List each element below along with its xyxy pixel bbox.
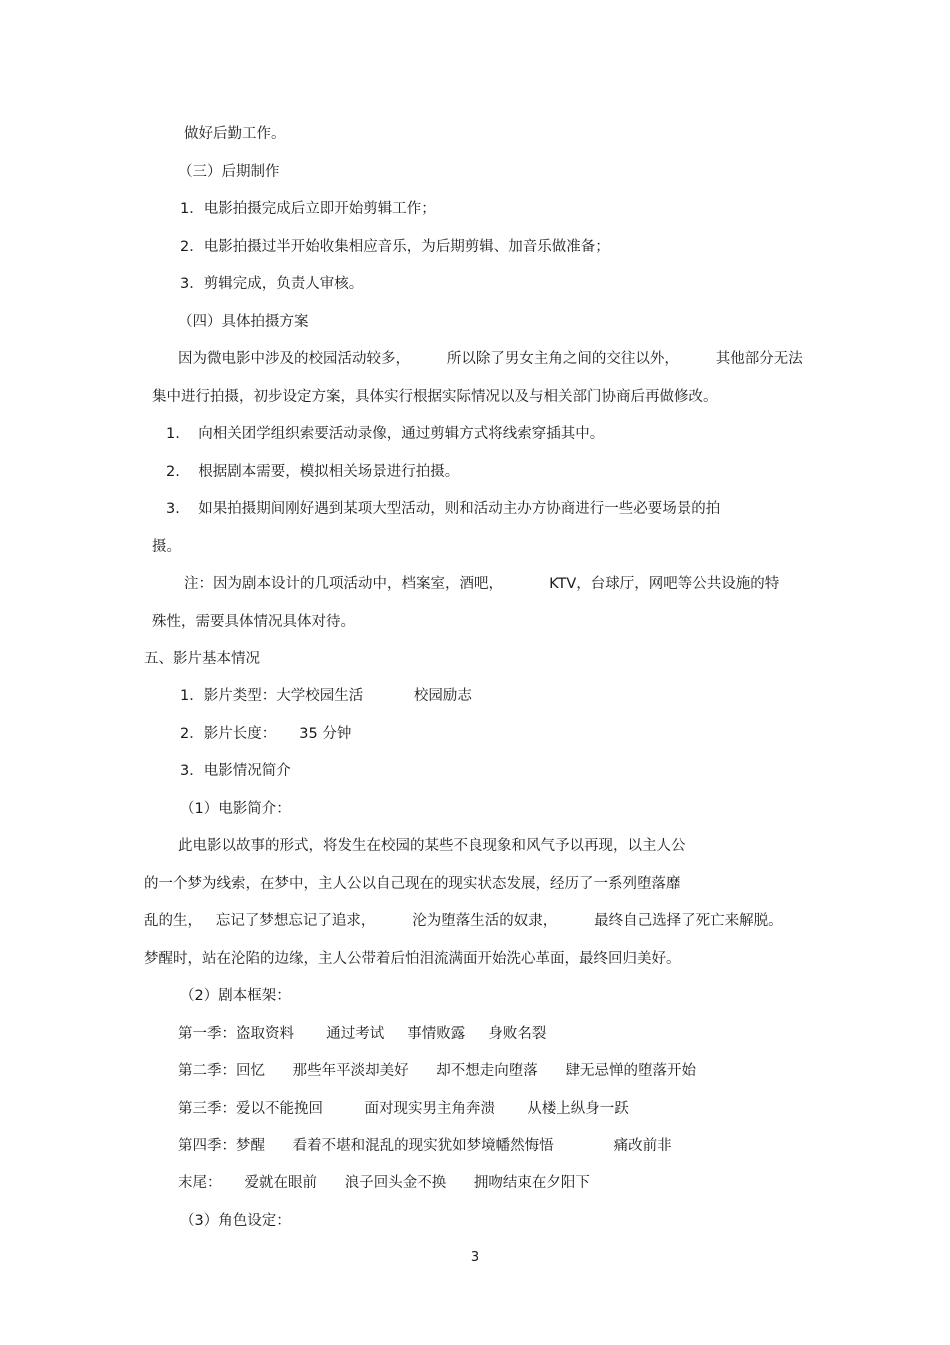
text-line: 做好后勤工作。 <box>184 126 286 142</box>
text-line: 的一个梦为线索，在梦中，主人公以自己现在的现实状态发展，经历了一系列堕落靡 <box>144 876 681 892</box>
list-item: 3. 如果拍摄期间刚好遇到某项大型活动，则和活动主办方协商进行一些必要场景的拍 <box>166 501 721 517</box>
subsection-heading: （1）电影简介： <box>180 801 291 817</box>
text-line: 因为微电影中涉及的校园活动较多， 所以除了男女主角之间的交往以外， 其他部分无法 <box>178 351 803 367</box>
section-heading: （三）后期制作 <box>178 164 280 180</box>
script-ending: 末尾： 爱就在眼前 浪子回头金不换 拥吻结束在夕阳下 <box>178 1175 590 1191</box>
text-line: 梦醒时，站在沦陷的边缘，主人公带着后怕泪流满面开始洗心革面，最终回归美好。 <box>144 951 681 967</box>
script-season: 第四季：梦醒 看着不堪和混乱的现实犹如梦境幡然悔悟 痛改前非 <box>178 1138 672 1154</box>
text-line: 此电影以故事的形式，将发生在校园的某些不良现象和风气予以再现，以主人公 <box>178 838 686 854</box>
list-item: 1. 向相关团学组织索要活动录像，通过剪辑方式将线索穿插其中。 <box>166 426 605 442</box>
text-line: 集中进行拍摄，初步设定方案，具体实行根据实际情况以及与相关部门协商后再做修改。 <box>152 389 718 405</box>
script-season: 第一季：盗取资料 通过考试 事情败露 身败名裂 <box>178 1026 547 1042</box>
list-item: 2．影片长度： 35 分钟 <box>180 726 352 742</box>
text-line: 乱的生， 忘记了梦想忘记了追求， 沦为堕落生活的奴隶， 最终自己选择了死亡来解脱。 <box>144 913 783 929</box>
section-heading: 五、影片基本情况 <box>144 651 260 667</box>
section-heading: （四）具体拍摄方案 <box>178 314 309 330</box>
subsection-heading: （2）剧本框架： <box>180 988 291 1004</box>
script-season: 第二季：回忆 那些年平淡却美好 却不想走向堕落 肆无忌惮的堕落开始 <box>178 1063 696 1079</box>
list-item: 2．电影拍摄过半开始收集相应音乐，为后期剪辑、加音乐做准备； <box>180 239 610 255</box>
page-number: 3 <box>470 1250 480 1265</box>
note-line: 殊性，需要具体情况具体对待。 <box>152 614 355 630</box>
text-line: 摄。 <box>152 539 181 555</box>
subsection-heading: （3）角色设定： <box>180 1213 291 1229</box>
note-line: 注：因为剧本设计的几项活动中，档案室，酒吧， KTV，台球厅，网吧等公共设施的特 <box>184 576 780 592</box>
list-item: 1．电影拍摄完成后立即开始剪辑工作； <box>180 201 436 217</box>
script-season: 第三季：爱以不能挽回 面对现实男主角奔溃 从楼上纵身一跃 <box>178 1101 629 1117</box>
list-item: 1．影片类型：大学校园生活 校园励志 <box>180 688 472 704</box>
list-item: 3．剪辑完成，负责人审核。 <box>180 276 364 292</box>
list-item: 2. 根据剧本需要，模拟相关场景进行拍摄。 <box>166 464 460 480</box>
list-item: 3．电影情况简介 <box>180 763 291 779</box>
